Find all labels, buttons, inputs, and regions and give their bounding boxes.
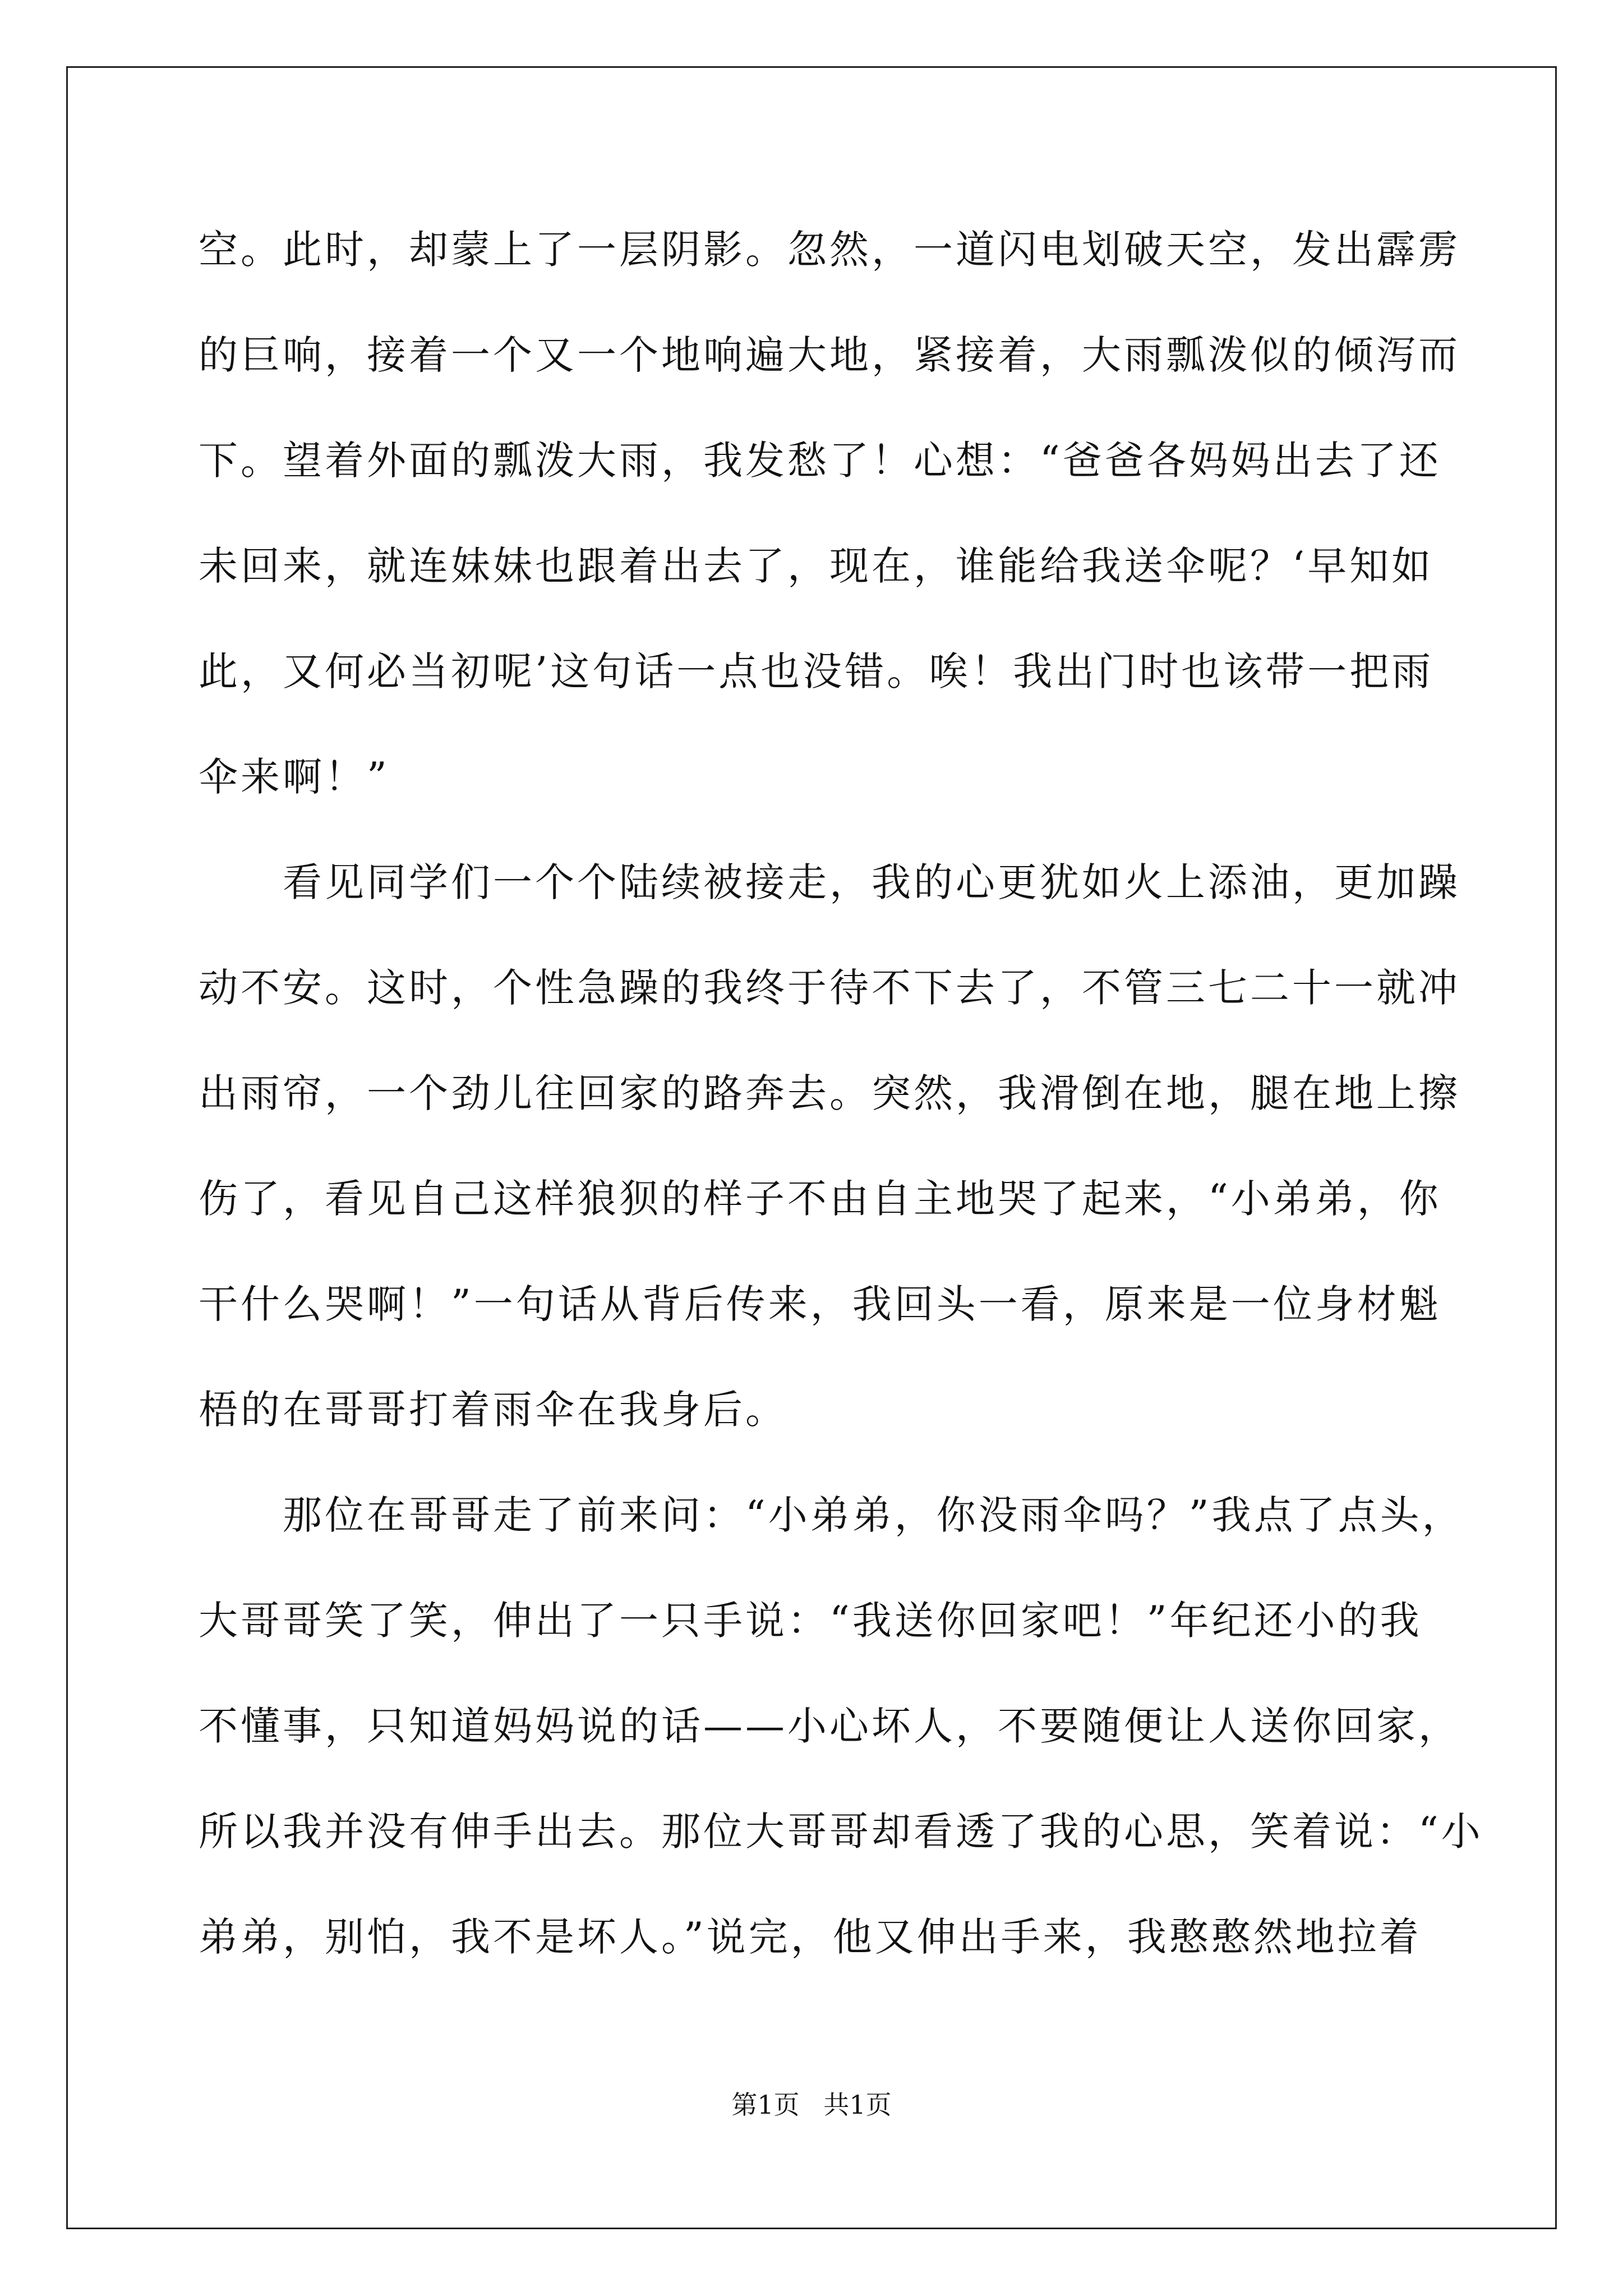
text-line: 动不安。这时，个性急躁的我终于待不下去了，不管三七二十一就冲 bbox=[199, 965, 1460, 1011]
paragraph-2 bbox=[199, 850, 1460, 1483]
text-line: 下。望着外面的瓢泼大雨，我发愁了！心想：“爸爸各妈妈出去了还 bbox=[199, 438, 1441, 484]
text-line: 伤了，看见自己这样狼狈的样子不由自主地哭了起来，“小弟弟，你 bbox=[199, 1176, 1441, 1222]
text-line: 所以我并没有伸手出去。那位大哥哥却看透了我的心思，笑着说：“小 bbox=[199, 1809, 1483, 1855]
page-footer bbox=[0, 2088, 1623, 2122]
text-line: 伞来啊！” bbox=[199, 754, 390, 800]
text-line: 梧的在哥哥打着雨伞在我身后。 bbox=[199, 1387, 787, 1433]
text-line: 此，又何必当初呢’这句话一点也没错。唉！我出门时也该带一把雨 bbox=[199, 648, 1434, 694]
text-line: 看见同学们一个个陆续被接走，我的心更犹如火上添油，更加躁 bbox=[283, 859, 1460, 905]
text-line: 未回来，就连妹妹也跟着出去了，现在，谁能给我送伞呢？‘早知如 bbox=[199, 543, 1434, 589]
text-line: 那位在哥哥走了前来问：“小弟弟，你没雨伞吗？”我点了点头， bbox=[283, 1492, 1464, 1538]
page-number-total: 共1页 bbox=[823, 2090, 892, 2120]
page-number-current: 第1页 bbox=[731, 2090, 800, 2120]
document-body bbox=[199, 218, 1483, 2010]
text-line: 干什么哭啊！”一句话从背后传来，我回头一看，原来是一位身材魁 bbox=[199, 1281, 1441, 1327]
text-line: 不懂事，只知道妈妈说的话——小心坏人，不要随便让人送你回家， bbox=[199, 1703, 1460, 1749]
text-line: 的巨响，接着一个又一个地响遍大地，紧接着，大雨瓢泼似的倾泻而 bbox=[199, 332, 1460, 378]
text-line: 出雨帘，一个劲儿往回家的路奔去。突然，我滑倒在地，腿在地上擦 bbox=[199, 1070, 1460, 1116]
paragraph-1 bbox=[199, 218, 1460, 850]
text-line: 空。此时，却蒙上了一层阴影。忽然，一道闪电划破天空，发出霹雳 bbox=[199, 227, 1460, 273]
paragraph-3 bbox=[199, 1483, 1483, 2010]
text-line: 弟弟，别怕，我不是坏人。”说完，他又伸出手来，我憨憨然地拉着 bbox=[199, 1914, 1422, 1960]
text-line: 大哥哥笑了笑，伸出了一只手说：“我送你回家吧！”年纪还小的我 bbox=[199, 1598, 1422, 1644]
